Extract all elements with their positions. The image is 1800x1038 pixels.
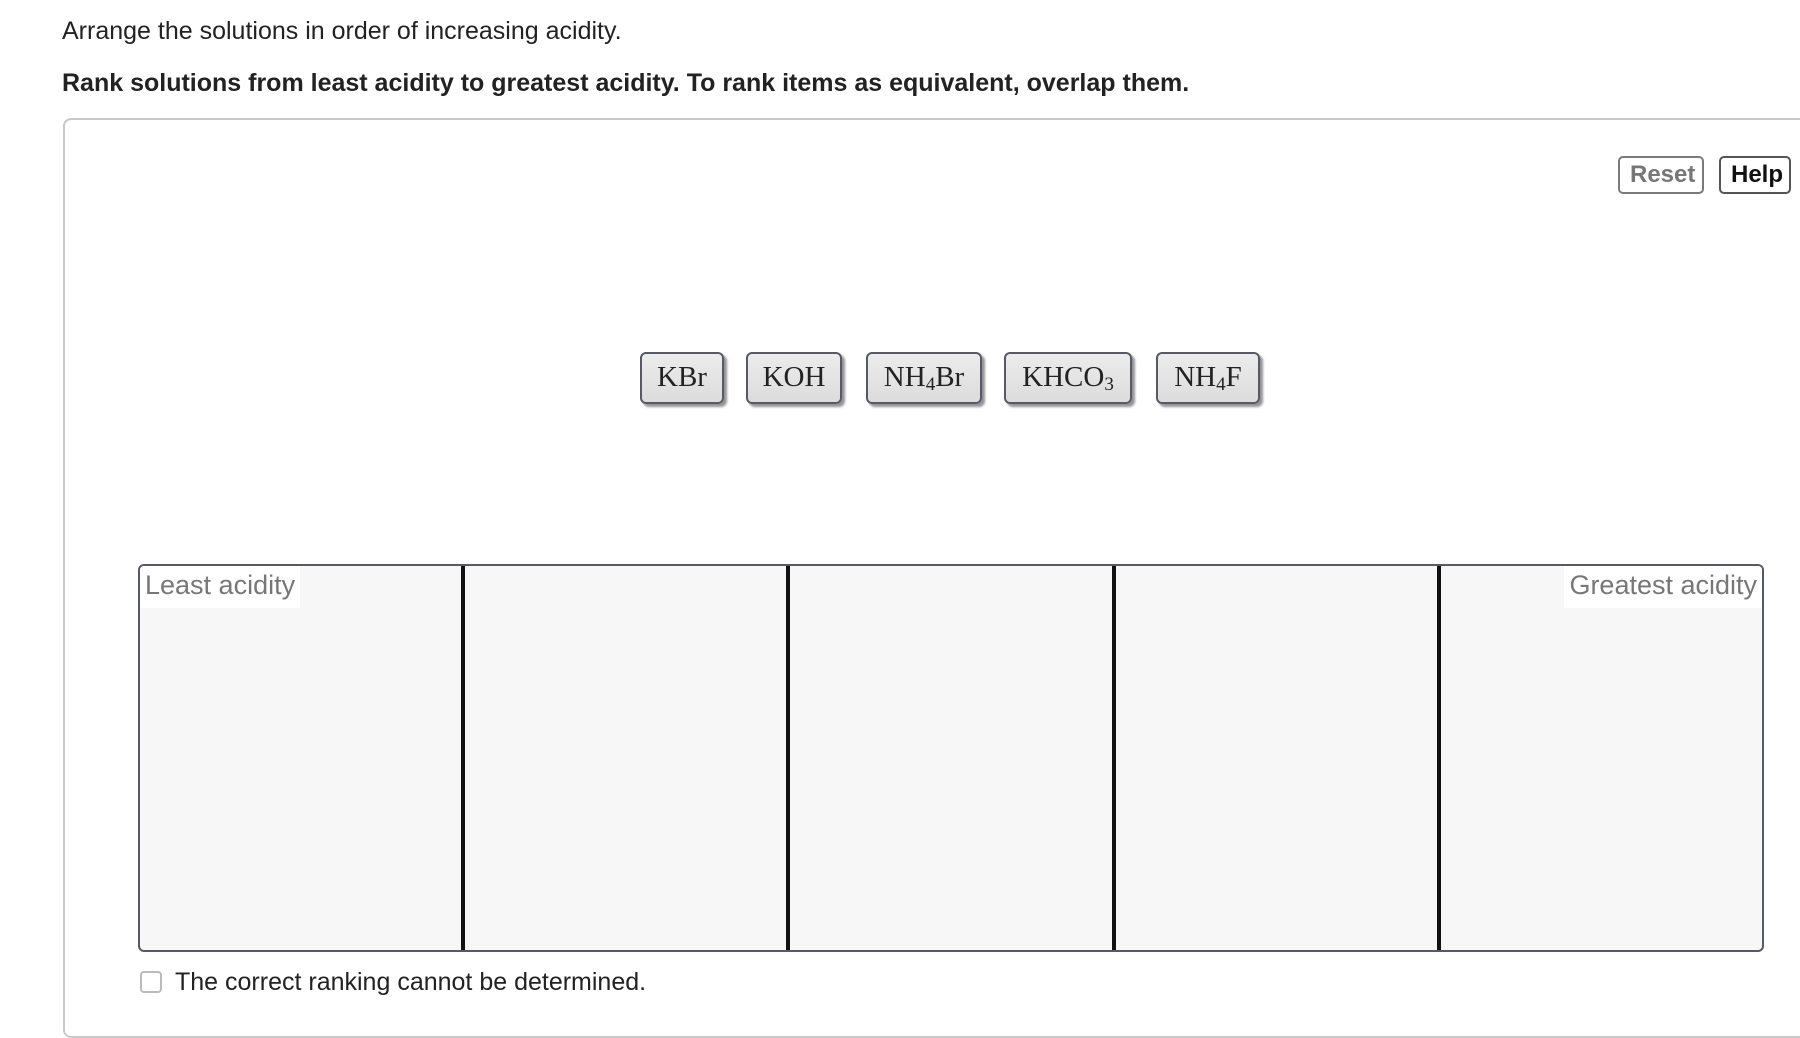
question-prompt: Arrange the solutions in order of increasing acidity. xyxy=(62,17,622,45)
tile-formula-main: NH xyxy=(883,361,926,393)
item-bank xyxy=(0,352,1800,412)
tile-nh4f[interactable] xyxy=(1156,352,1260,404)
tile-formula-sub: 4 xyxy=(1216,374,1226,395)
tile-khco3[interactable] xyxy=(1004,352,1132,404)
tile-formula-sub: 4 xyxy=(925,374,936,395)
least-acidity-label: Least acidity xyxy=(140,566,300,608)
rank-slot-1[interactable] xyxy=(140,566,465,950)
cannot-determine-row[interactable] xyxy=(140,966,646,998)
tile-formula-main: KOH xyxy=(762,361,826,393)
tile-nh4br[interactable] xyxy=(866,352,982,404)
cannot-determine-checkbox[interactable] xyxy=(140,971,162,993)
tile-formula-tail: Br xyxy=(935,361,965,393)
ranking-drop-area xyxy=(138,564,1764,952)
greatest-acidity-label: Greatest acidity xyxy=(1564,566,1762,608)
tile-koh[interactable] xyxy=(746,352,842,404)
tile-formula-tail: F xyxy=(1225,361,1242,393)
tile-formula-sub: 3 xyxy=(1104,374,1114,395)
help-button[interactable]: Help xyxy=(1719,156,1791,194)
rank-slot-3[interactable] xyxy=(790,566,1115,950)
reset-button[interactable]: Reset xyxy=(1618,156,1704,194)
tile-formula-main: KHCO xyxy=(1022,361,1105,393)
tile-formula-main: NH xyxy=(1174,361,1217,393)
rank-slot-5[interactable] xyxy=(1441,566,1762,950)
rank-slot-2[interactable] xyxy=(465,566,790,950)
question-instruction: Rank solutions from least acidity to greatest acidity. To rank items as equivalent, overlap them. xyxy=(62,69,1190,97)
tile-formula-main: KBr xyxy=(657,361,707,393)
rank-slot-4[interactable] xyxy=(1116,566,1441,950)
cannot-determine-label: The correct ranking cannot be determined. xyxy=(175,968,647,996)
tile-kbr[interactable] xyxy=(640,352,724,404)
